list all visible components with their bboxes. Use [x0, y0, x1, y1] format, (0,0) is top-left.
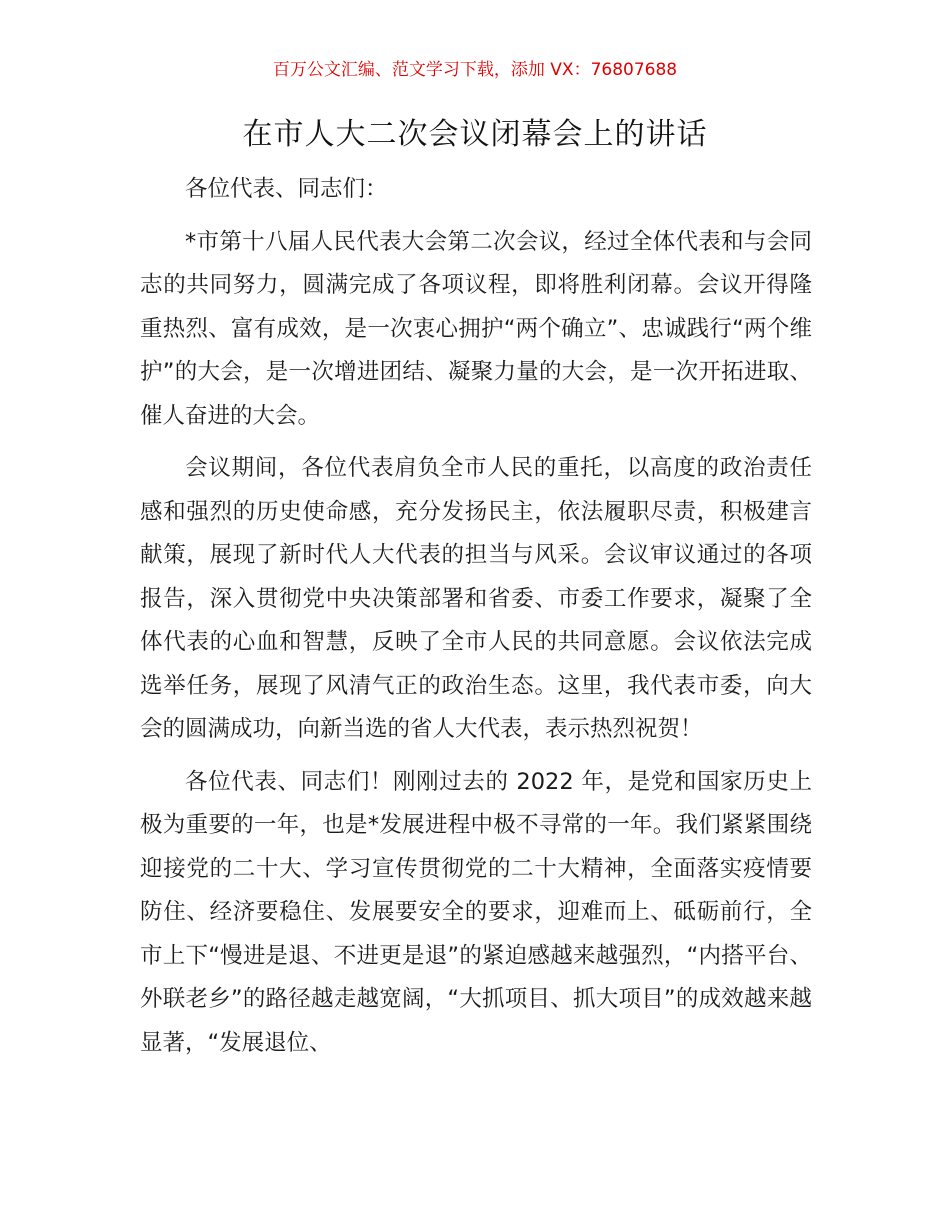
speech-body	[140, 168, 812, 1074]
paragraph-1: *市第十八届人民代表大会第二次会议，经过全体代表和与会同志的共同努力，圆满完成了各项议程，即将胜利闭幕。会议开得隆重热烈、富有成效，是一次衷心拥护“两个确立”、忠诚践行“两个维护”的大会，是一次增进团结、凝聚力量的大会，是一次开拓进取、催人奋进的大会。	[140, 228, 812, 429]
promo-header-text: 百万公文汇编、范文学习下载，添加 VX：76807688	[272, 60, 678, 80]
salutation: 各位代表、同志们：	[185, 176, 388, 202]
paragraph-3: 各位代表、同志们！刚刚过去的 2022 年，是党和国家历史上极为重要的一年，也是*发展进程中极不寻常的一年。我们紧紧围绕迎接党的二十大、学习宣传贯彻党的二十大精神，全面落实疫情要防住、经济要稳住、发展要安全的要求，迎难而上、砥砺前行，全市上下“慢进是退、不进更是退”的紧迫感越来越强烈，“内搭平台、外联老乡”的路径越走越宽阔，“大抓项目、抓大项目”的成效越来越显著，“发展退位、	[140, 768, 812, 1056]
page-title: 在市人大二次会议闭幕会上的讲话	[242, 117, 708, 152]
promo-header	[0, 56, 950, 84]
paragraph-2: 会议期间，各位代表肩负全市人民的重托，以高度的政治责任感和强烈的历史使命感，充分发扬民主，依法履职尽责，积极建言献策，展现了新时代人大代表的担当与风采。会议审议通过的各项报告，深入贯彻党中央决策部署和省委、市委工作要求，凝聚了全体代表的心血和智慧，反映了全市人民的共同意愿。会议依法完成选举任务，展现了风清气正的政治生态。这里，我代表市委，向大会的圆满成功，向新当选的省人大代表，表示热烈祝贺！	[140, 455, 812, 742]
